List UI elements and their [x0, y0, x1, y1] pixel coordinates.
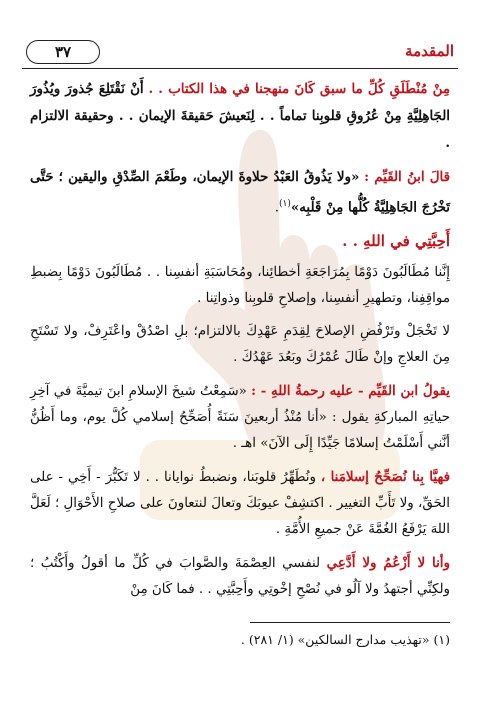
paragraph-lead: وأنا لا أَزْعُمُ ولا أَدَّعِي — [326, 555, 450, 572]
page-body — [30, 76, 450, 610]
chapter-title: المقدمة — [405, 42, 454, 60]
paragraph — [30, 378, 450, 457]
quote-paragraph — [30, 164, 450, 221]
paragraph-text: أَنْ نَقْتَلِعَ جُذورَ ويُذُورَ الجَاهِلِيَّةِ مِنْ عُرُوقِ قلوبِنا تماماً . . لِنَعيشَ حَقيقةَ الإيمان . . وحقيقة الالتزام . — [30, 81, 450, 151]
paragraph-text: «سَمِعْتُ شيخَ الإسلامِ ابنَ تيميَّةَ في آخِرِ حياتِهِ المباركةِ يقول : «أنا مُنْذُ أربعينَ سَنَةً أُصَحِّحُ إسلامي كُلَّ يوم، وما أَظُنُّ أنَّني أَسْلَمْتُ إسلامًا جَيِّدًا إِلَى الآنَ» اهـ . — [30, 384, 450, 452]
paragraph — [30, 319, 450, 371]
paragraph-lead: فهيَّا بِنا نُصَحِّحُ إسلامَنا ، — [320, 469, 450, 486]
paragraph — [30, 260, 450, 312]
footnote: (١) «تهذيب مدارج السالكين» (١/ ٢٨١) . — [240, 632, 450, 647]
footnote-ref: (١) — [278, 199, 291, 209]
header-divider — [22, 68, 458, 69]
quote-end: . — [274, 200, 279, 216]
section-subheading: أَحِبَّتِي في اللهِ . . — [342, 232, 450, 251]
quote-text: «ولا يَذُوقُ العَبْدُ حلاوةَ الإيمان، وطَعْمَ الصِّدْقِ واليقين ؛ حَتَّى تَخْرُجَ الجَاهِلِيَّةُ كُلُّها مِنْ قَلْبِه» — [30, 169, 450, 216]
paragraph-lead: مِنْ مُنْطَلَقِ كُلِّ ما سبق كَانَ منهجنا في هذا الكتاب . . — [148, 81, 450, 97]
quote-source: قالَ ابنُ القَيِّم : — [364, 169, 450, 185]
paragraph — [30, 76, 450, 157]
paragraph-lead: يقولُ ابن القَيِّم - عليه رحمةُ اللهِ - : — [251, 383, 450, 400]
paragraph — [30, 550, 450, 603]
footnote-divider — [250, 622, 450, 623]
page-number: ٣٧ — [26, 40, 100, 64]
paragraph-text: لا تَخْجَلْ وتَرْفُضِ الإصلاحَ لِقِدَمِ عَهْدِكَ بالالتزام؛ بلِ اصْدُقْ واعْتَرِفْ، ولا تَسْتَحِ مِنَ العلاجِ وإنْ طَالَ عُمْرُكَ وبَعُدَ عَهْدُكَ . — [30, 324, 450, 366]
paragraph-text: إِنَّنا مُطَالَبُونَ دَوْمًا بِمُرَاجَعَةِ أخطائِنا، ومُحَاسَبَةِ أنفسِنا . . مُطَالَبُونَ دَوْمًا بِضبطِ مواقِفِنا، وتطهيرِ أنفسِنا، وإصلاحِ قلوبِنا وذواتِنا . — [30, 265, 450, 307]
paragraph — [30, 464, 450, 543]
paragraph-text: ونُطَهِّرُ قلوبَنا، ونضبطُ نوايانا . . لا تَكَبُّرَ - أَخِي - على الحَقِّ، ولا تَأَبِّ التغيير . اكتشِفْ عيوبَكَ وتعالَ لنتعاونَ على صلاحِ الأَحْوَالِ ؛ لَعَلَّ اللهَ يَرْفَعُ الغُمَّةَ عَنْ جميعِ الأُمَّةِ . — [30, 470, 450, 538]
paragraph-text: لنفسي العِصْمَةَ والصَّوابَ في كُلِّ ما أقولُ وأَكْتُبُ ؛ ولكِنِّي أجتهدُ ولا آلُو في نُصْحِ إخْوتِي وأَحِبَّتِي . . فما كَانَ مِنْ — [30, 556, 450, 598]
page-header — [26, 40, 454, 70]
